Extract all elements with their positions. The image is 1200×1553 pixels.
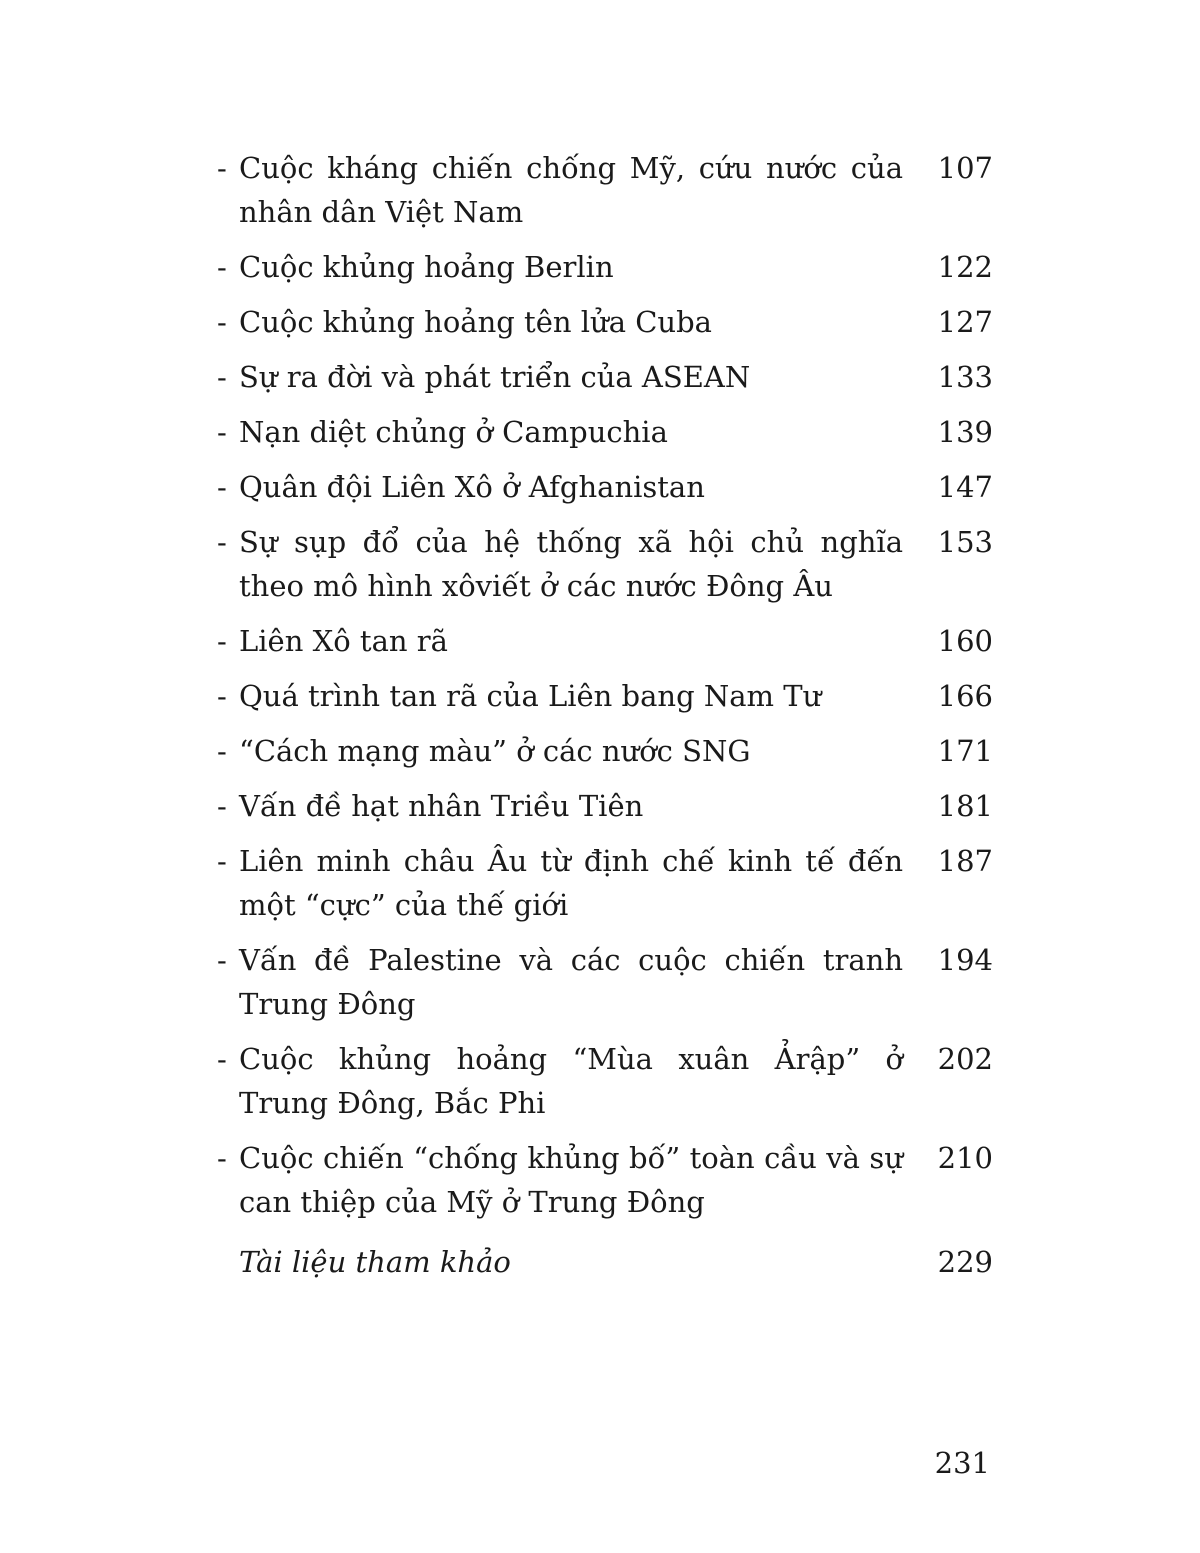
toc-entry: [217, 245, 993, 289]
toc-page-number: 194: [937, 943, 993, 977]
toc-references-title: Tài liệu tham khảo: [239, 1245, 511, 1279]
toc-page-number: 133: [937, 360, 993, 394]
toc-dash: -: [217, 415, 227, 449]
toc-title: Sự ra đời và phát triển của ASEAN: [239, 360, 751, 394]
toc-title: Vấn đề Palestine và các cuộc chiến tranh Trung Đông: [239, 943, 903, 1021]
toc-dash: -: [217, 844, 227, 878]
toc-title: Vấn đề hạt nhân Triều Tiên: [239, 789, 644, 823]
toc-dash: -: [217, 789, 227, 823]
toc-dash: -: [217, 1141, 227, 1175]
toc-entry: [217, 520, 993, 608]
toc-dash: -: [217, 679, 227, 713]
toc-dash: -: [217, 943, 227, 977]
toc-title: Sự sụp đổ của hệ thống xã hội chủ nghĩa theo mô hình xôviết ở các nước Đông Âu: [239, 525, 903, 603]
page-number: 231: [934, 1446, 990, 1480]
toc-dash: -: [217, 360, 227, 394]
toc-entry: [217, 729, 993, 773]
toc-page-number: 147: [937, 470, 993, 504]
toc-entry: [217, 146, 993, 234]
toc-page-number: 187: [937, 844, 993, 878]
toc-page-number: 202: [937, 1042, 993, 1076]
toc-title: Cuộc chiến “chống khủng bố” toàn cầu và sự can thiệp của Mỹ ở Trung Đông: [239, 1141, 903, 1219]
toc-page-number: 210: [937, 1141, 993, 1175]
toc-entry: [217, 355, 993, 399]
toc-entry: [217, 300, 993, 344]
toc-title: Cuộc khủng hoảng “Mùa xuân Ảrập” ở Trung Đông, Bắc Phi: [239, 1042, 903, 1120]
toc-entry: [217, 784, 993, 828]
toc-dash: -: [217, 1042, 227, 1076]
toc-page-number: 122: [937, 250, 993, 284]
toc-page-number: 181: [937, 789, 993, 823]
toc-title: Nạn diệt chủng ở Campuchia: [239, 415, 668, 449]
toc-title: Liên minh châu Âu từ định chế kinh tế đến một “cực” của thế giới: [239, 844, 903, 922]
toc-dash: -: [217, 151, 227, 185]
toc-page-number: 107: [937, 151, 993, 185]
toc-entry-references: [217, 1240, 993, 1284]
toc-title: Cuộc khủng hoảng tên lửa Cuba: [239, 305, 712, 339]
toc-dash: -: [217, 734, 227, 768]
toc-page-number: 127: [937, 305, 993, 339]
toc-page-number: 166: [937, 679, 993, 713]
toc-dash: -: [217, 470, 227, 504]
toc-dash: -: [217, 525, 227, 559]
toc-entry: [217, 1037, 993, 1125]
toc-title: Liên Xô tan rã: [239, 624, 448, 658]
toc-entry: [217, 839, 993, 927]
toc-entry: [217, 410, 993, 454]
toc-title: Cuộc khủng hoảng Berlin: [239, 250, 614, 284]
table-of-contents: [217, 146, 993, 1295]
toc-page-number: 160: [937, 624, 993, 658]
toc-dash: -: [217, 305, 227, 339]
toc-dash: -: [217, 250, 227, 284]
toc-title: Quân đội Liên Xô ở Afghanistan: [239, 470, 705, 504]
toc-page-number: 139: [937, 415, 993, 449]
toc-page-number: 171: [937, 734, 993, 768]
toc-title: Cuộc kháng chiến chống Mỹ, cứu nước của nhân dân Việt Nam: [239, 151, 903, 229]
toc-dash: -: [217, 624, 227, 658]
toc-entry: [217, 465, 993, 509]
toc-entry: [217, 619, 993, 663]
toc-title: Quá trình tan rã của Liên bang Nam Tư: [239, 679, 822, 713]
toc-title: “Cách mạng màu” ở các nước SNG: [239, 734, 751, 768]
toc-references-page-number: 229: [937, 1245, 993, 1279]
toc-page-number: 153: [937, 525, 993, 559]
toc-entry: [217, 674, 993, 718]
toc-entry: [217, 1136, 993, 1224]
toc-entry: [217, 938, 993, 1026]
